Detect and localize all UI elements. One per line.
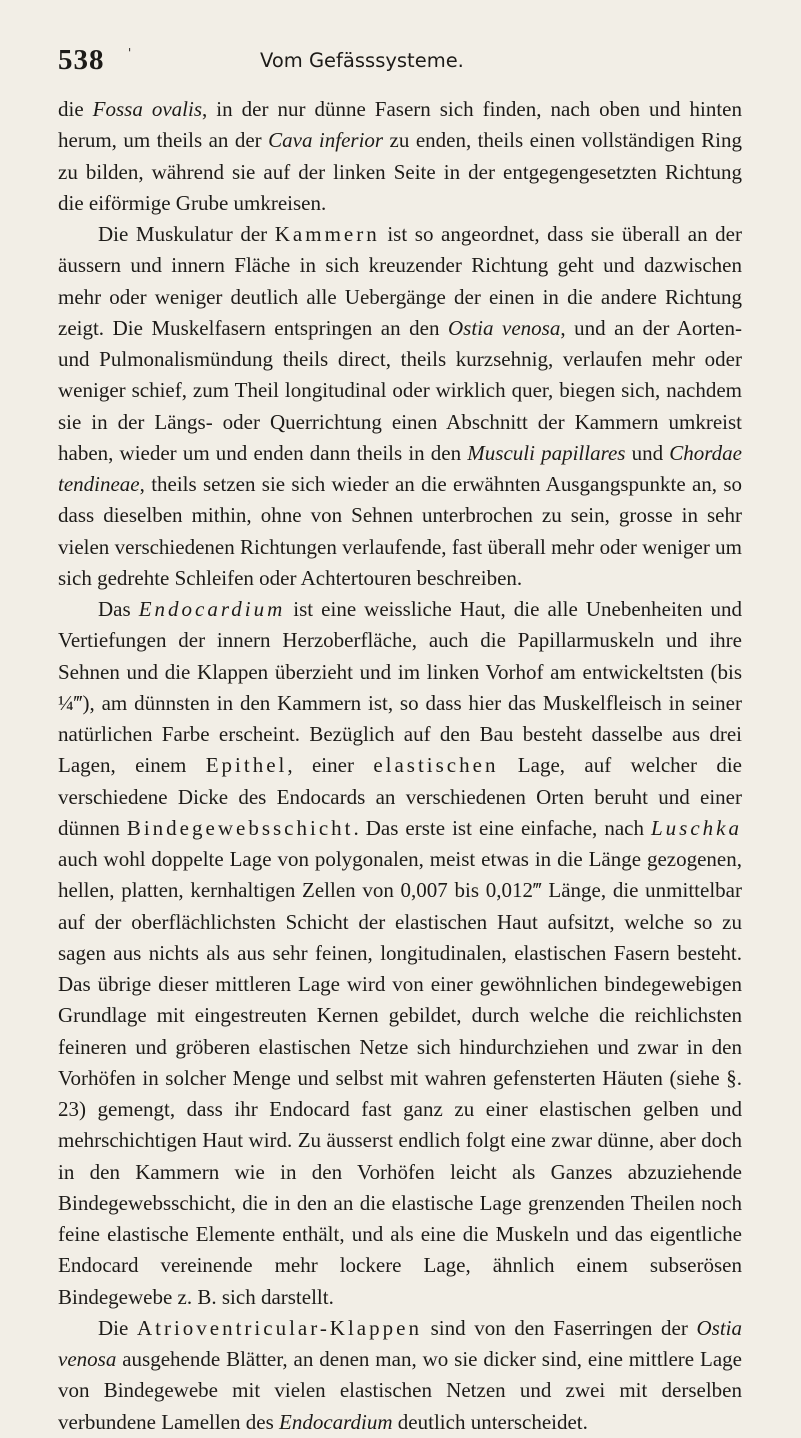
spaced-term: Kammern — [274, 222, 380, 246]
latin-term: Ostia venosa — [447, 315, 561, 340]
text-run: , und an der Aorten- und Pulmonalismündung theils direct, theils kurzsehnig, verlaufen mehr oder weniger schief, zum Theil longitudinal oder wirklich quer, biegen sich, nachdem sie in der Längs- oder Querrichtung einen Abschnitt der Kammern umkreist haben, wieder um und enden dann theils in den — [58, 315, 742, 465]
latin-term: Cava inferior — [268, 128, 384, 153]
page-number: 538 — [58, 44, 105, 76]
page-header — [58, 44, 742, 84]
text-run: deutlich unterscheidet. — [392, 1409, 588, 1434]
paragraph — [58, 219, 742, 594]
text-run: sind von den Faserringen der — [421, 1315, 697, 1340]
text-run: die — [58, 97, 93, 121]
text-run: ist so angeordnet, dass sie überall an der äussern und innern Fläche in sich kreuzender Richtung geht und dazwischen mehr oder weniger deutlich alle Uebergänge der einen in die andere Richtung zeigt. Die Muskelfasern entspringen an den — [58, 222, 742, 340]
paragraph — [58, 1313, 742, 1438]
latin-term: Chordae tendineae — [58, 440, 743, 496]
text-run: Die — [98, 1315, 137, 1340]
spaced-latin-term: Endocardium — [138, 597, 286, 621]
header-tick-mark: ' — [128, 46, 132, 60]
text-run: und — [625, 440, 670, 465]
running-head: Vom Gefässsysteme. — [260, 49, 464, 72]
text-run: auch wohl doppelte Lage von polygonalen, meist etwas in die Länge gezogenen, hellen, platten, kernhaltigen Zellen von 0,007 bis 0,012‴ Länge, die unmittelbar auf der oberflächlichsten Schicht der elastischen Haut aufsitzt, welche so zu sagen aus nichts als aus sehr feinen, longitudinalen, elastischen Fasern besteht. Das übrige dieser mittleren Lage wird von einer gewöhnlichen bindegewebigen Grundlage mit eingestreuten Kernen gebildet, durch welche die reichlichsten feineren und gröberen elastischen Netze sich hindurchziehen und zwar in den Vorhöfen in solcher Menge und selbst mit wahren gefensterten Häuten (siehe §. 23) gemengt, dass ihr Endocard fast ganz zu einer elastischen gelben und mehrschichtigen Haut wird. Zu äusserst endlich folgt eine zwar dünne, aber doch in den Kammern wie in den Vorhöfen leicht als Ganzes abzuziehende Bindegewebsschicht, die in den an die elastische Lage grenzenden Theilen noch feine elastische Elemente enthält, und als eine die Muskeln und das eigentliche Endocard vereinende mehr lockere Lage, ähnlich einem subserösen Bindegewebe z. B. sich darstellt. — [58, 847, 742, 1309]
text-run: Die Muskulatur der — [98, 222, 275, 246]
latin-term: Musculi papillares — [467, 440, 626, 465]
text-run: , einer — [287, 753, 374, 778]
book-page — [58, 44, 742, 1438]
latin-term: Fossa ovalis — [92, 97, 203, 121]
author-name: Luschka — [651, 815, 742, 840]
spaced-term: Atrioventricular-Klappen — [136, 1315, 422, 1340]
spaced-term: Epithel — [205, 753, 288, 778]
text-run: . Das erste ist eine einfache, nach — [353, 815, 651, 840]
text-run: ist eine weissliche Haut, die alle Unebenheiten und Vertiefungen der innern Herzoberfläche, auch die Papillarmuskeln und ihre Sehnen und die Klappen überzieht und im linken Vorhof am entwickeltsten (bis ¼‴), am dünnsten in den Kammern ist, so dass hier das Muskelfleisch in seiner natürlichen Farbe erscheint. Bezüglich auf den Bau besteht dasselbe aus drei Lagen, einem — [58, 597, 742, 778]
latin-term: Ostia venosa — [58, 1315, 742, 1371]
spaced-term: elastischen — [373, 753, 499, 778]
spaced-term: Bindegewebsschicht — [126, 815, 354, 840]
paragraph — [58, 94, 742, 219]
text-run: ausgehende Blätter, an denen man, wo sie dicker sind, eine mittlere Lage von Bindegewebe mit vielen elastischen Netzen und zwei mit derselben verbundene Lamellen des — [58, 1347, 742, 1434]
text-run: Das — [98, 597, 139, 621]
body-text — [58, 94, 742, 1438]
latin-term: Endocardium — [279, 1409, 393, 1434]
text-run: , in der nur dünne Fasern sich finden, nach oben und hinten herum, um theils an der — [58, 97, 742, 153]
text-run: , theils setzen sie sich wieder an die erwähnten Ausgangspunkte an, so dass dieselben mithin, ohne von Sehnen unterbrochen zu sein, grosse in sehr vielen verschiedenen Richtungen verlaufende, fast überall mehr oder weniger um sich gedrehte Schleifen oder Achtertouren beschreiben. — [58, 472, 742, 590]
text-run: Lage, auf welcher die verschiedene Dicke des Endocards an verschiedenen Orten beruht und einer dünnen — [58, 753, 742, 840]
text-run: zu enden, theils einen vollständigen Ring zu bilden, während sie auf der linken Seite in der entgegengesetzten Richtung die eiförmige Grube umkreisen. — [58, 128, 742, 215]
paragraph — [58, 594, 742, 1313]
